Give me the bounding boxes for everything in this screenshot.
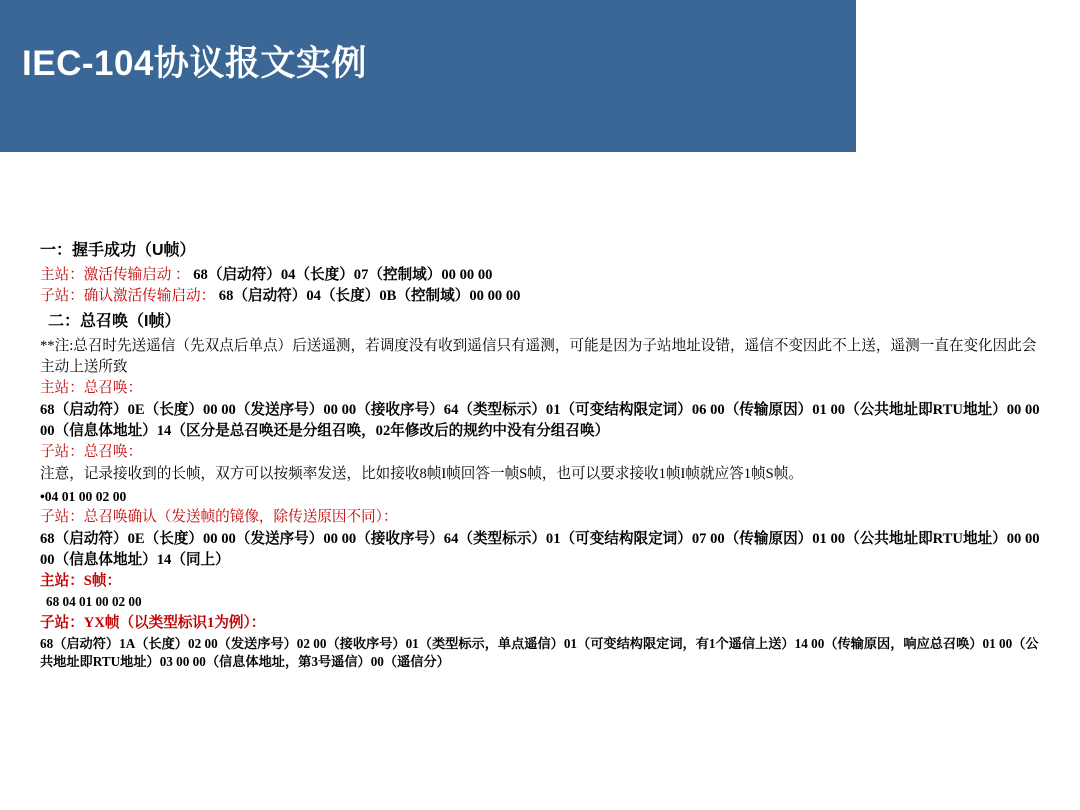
section-1-heading: 一：握手成功（U帧） (40, 242, 196, 259)
section-2-bullet: •04 01 00 02 00 (40, 488, 127, 504)
section-2-frame-2-value: 68（启动符）1A（长度）02 00（发送序号）02 00（接收序号）01（类型标示，单点遥信）01（可变结构限定词，有1个遥信上送）14 00（传输原因，响应总召唤）01 00（公共地址即RTU地址）03 00 00（信息体地址，第3号遥信）00（遥信分） (40, 635, 1039, 670)
section-2-note: **注:总召时先送遥信（先双点后单点）后送遥测，若调度没有收到遥信只有遥测，可能是因为子站地址设错，遥信不变因此不上送，遥测一直在变化因此会主动上送所致 (40, 337, 1037, 375)
section-1-line-1 (40, 265, 1040, 286)
section-2-block-1-text: 68（启动符）0E（长度）00 00（发送序号）00 00（接收序号）64（类型标示）01（可变结构限定词）06 00（传输原因）01 00（公共地址即RTU地址）00 00 00（信息体地址）14（区分是总召唤还是分组召唤，02年修改后的规约中没有分组召唤） (40, 402, 1040, 439)
page-title: IEC-104协议报文实例 (22, 44, 367, 83)
section-1-line-1-label: 主站：激活传输启动 ： (40, 266, 190, 283)
section-2-block-2-text: 注意，记录接收到的长帧，双方可以按频率发送，比如接收8帧I帧回答一帧S帧，也可以要求接收1帧I帧就应答1帧S帧。 (40, 466, 803, 483)
slide-body (40, 240, 1040, 673)
section-2-frame-1-value: 68 04 01 00 02 00 (46, 594, 142, 610)
section-1-line-2 (40, 286, 1040, 307)
section-1-line-2-label: 子站：确认激活传输启动： (40, 288, 216, 305)
section-2-block-2-label: 子站：总召唤： (40, 444, 143, 461)
section-2-frame-2-label: 子站：YX帧（以类型标识1为例）： (40, 614, 266, 631)
section-2-heading: 二：总召唤（I帧） (48, 313, 181, 331)
title-band (0, 0, 856, 152)
section-2-block-3-label: 子站：总召唤确认（发送帧的镜像，除传送原因不同）： (40, 509, 398, 526)
section-2-frame-1-label: 主站：S帧： (40, 573, 122, 590)
section-2-block-3-text: 68（启动符）0E（长度）00 00（发送序号）00 00（接收序号）64（类型标示）01（可变结构限定词）07 00（传输原因）01 00（公共地址即RTU地址）00 00 00（信息体地址）14（同上） (40, 530, 1040, 568)
section-1-line-1-body: 68（启动符）04（长度）07（控制域）00 00 00 (193, 266, 493, 283)
section-1-line-2-body: 68（启动符）04（长度）0B（控制域）00 00 00 (218, 288, 521, 305)
section-2-block-1-label: 主站：总召唤： (40, 380, 143, 397)
